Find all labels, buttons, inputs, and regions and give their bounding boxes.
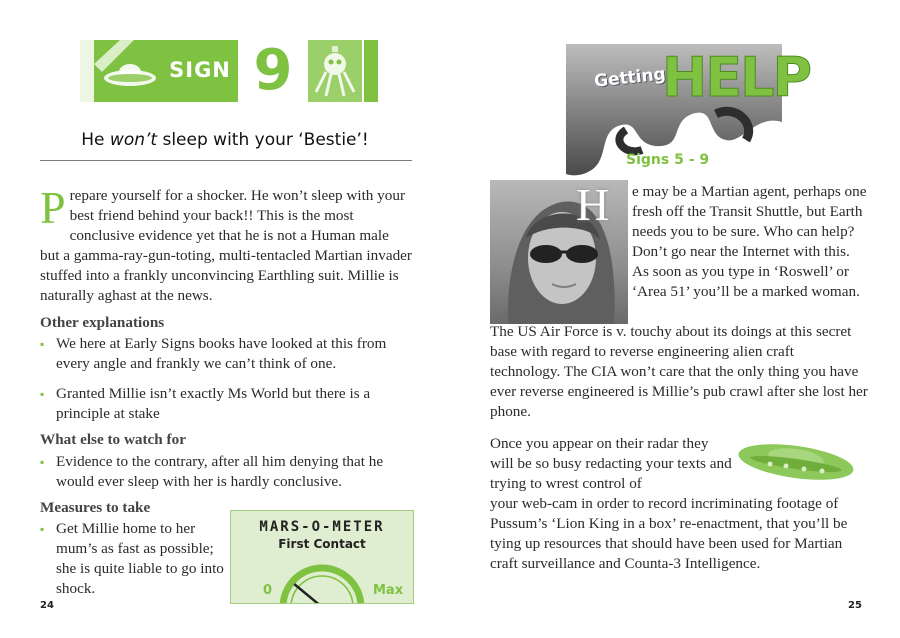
- sign-number: 9: [253, 38, 293, 103]
- page-number-left: 24: [40, 600, 54, 611]
- page-number-right: 25: [848, 600, 862, 611]
- header-help: HELP: [662, 46, 811, 109]
- gauge-icon: [275, 551, 369, 604]
- ufo-icon: [80, 40, 162, 102]
- bullet-text: Evidence to the contrary, after all him denying that he would ever sleep with her is hardly conclusive.: [56, 453, 384, 490]
- ufo-illustration: [734, 428, 858, 492]
- header-signs-range: Signs 5 - 9: [626, 152, 710, 168]
- mars-o-meter: [230, 510, 414, 604]
- bullet-list-watch-for: [40, 452, 412, 492]
- bullet-icon: ▪: [40, 455, 45, 469]
- bullet-icon: ▪: [40, 337, 45, 351]
- sign-number-cell: [238, 40, 308, 102]
- bullet-text: Granted Millie isn’t exactly Ms World but there is a principle at stake: [56, 385, 371, 422]
- paragraph-radar-end: your web-cam in order to record incriminating footage of Pussum’s ‘Lion King in a box’ re-enactment, that you’ll be tying up resources that should have been used for Martian craft surveillance and Counta-3 Intelligence.: [490, 495, 848, 572]
- gauge-needle: [294, 584, 322, 604]
- bullet-text: We here at Early Signs books have looked at this from every angle and frankly we can’t think of one.: [56, 335, 387, 372]
- gauge-min-label: 0: [263, 583, 273, 598]
- alien-robot-icon: [308, 40, 362, 102]
- headline-text-before: He: [81, 130, 110, 150]
- gauge-max-label: Max: [373, 583, 404, 598]
- list-item: [40, 519, 230, 599]
- page-title: [40, 130, 410, 150]
- drop-cap: H: [576, 179, 610, 230]
- right-page: [450, 0, 900, 638]
- bullet-text: Get Millie home to her mum’s as fast as possible; she is quite liable to go into shock.: [56, 520, 224, 597]
- headline-emphasis: won’t: [109, 130, 158, 150]
- divider: [40, 160, 412, 161]
- intro-paragraph: [40, 182, 412, 306]
- bullet-list-other-explanations: [40, 334, 412, 424]
- intro-paragraph: e may be a Martian agent, perhaps one fresh off the Transit Shuttle, but Earth needs you to be sure. Who can help? Don’t go near the Internet with this. As soon as you type in ‘Roswell’ or ‘Area 51’ you’ll be a marked woman.: [632, 183, 867, 300]
- mars-meter-subtitle: First Contact: [278, 537, 366, 551]
- bullet-list-measures: [40, 519, 230, 599]
- paragraph-radar-start: Once you appear on their radar they will be so busy redacting your texts and trying to wrest control of: [490, 435, 732, 492]
- list-item: [40, 384, 412, 424]
- list-item: [40, 452, 412, 492]
- section-heading-other-explanations: Other explanations: [40, 314, 165, 331]
- bullet-icon: ▪: [40, 387, 45, 401]
- drop-cap: P: [40, 182, 66, 233]
- sign-label-cell: [162, 40, 238, 102]
- list-item: [40, 334, 412, 374]
- sign-label: SIGN: [169, 58, 231, 82]
- headline-text-after: sleep with your ‘Bestie’!: [157, 130, 369, 150]
- sign-banner: [80, 40, 378, 102]
- section-heading-watch-for: What else to watch for: [40, 431, 186, 448]
- paragraph-us-air-force: The US Air Force is v. touchy about its doings at this secret base with regard to reverse engineering alien craft technology. The CIA won’t care that the only thing you have ever reverse engineered is Millie’s pub crawl after she lost her phone.: [490, 323, 868, 420]
- getting-help-header: [566, 44, 811, 178]
- intro-text: repare yourself for a shocker. He won’t sleep with your best friend behind your back!! This is the most conclusive evidence yet that he is not a Human male but a gamma-ray-gun-toting, multi-tentacled Martian invader stuffed into a frankly unconvincing Earthling suit. Millie is naturally aghast at the news.: [40, 187, 412, 304]
- header-getting: Getting: [593, 64, 667, 92]
- banner-end-bar: [364, 40, 378, 102]
- bullet-icon: ▪: [40, 522, 45, 536]
- section-heading-measures: Measures to take: [40, 499, 151, 516]
- mars-meter-title: MARS-O-METER: [259, 519, 385, 535]
